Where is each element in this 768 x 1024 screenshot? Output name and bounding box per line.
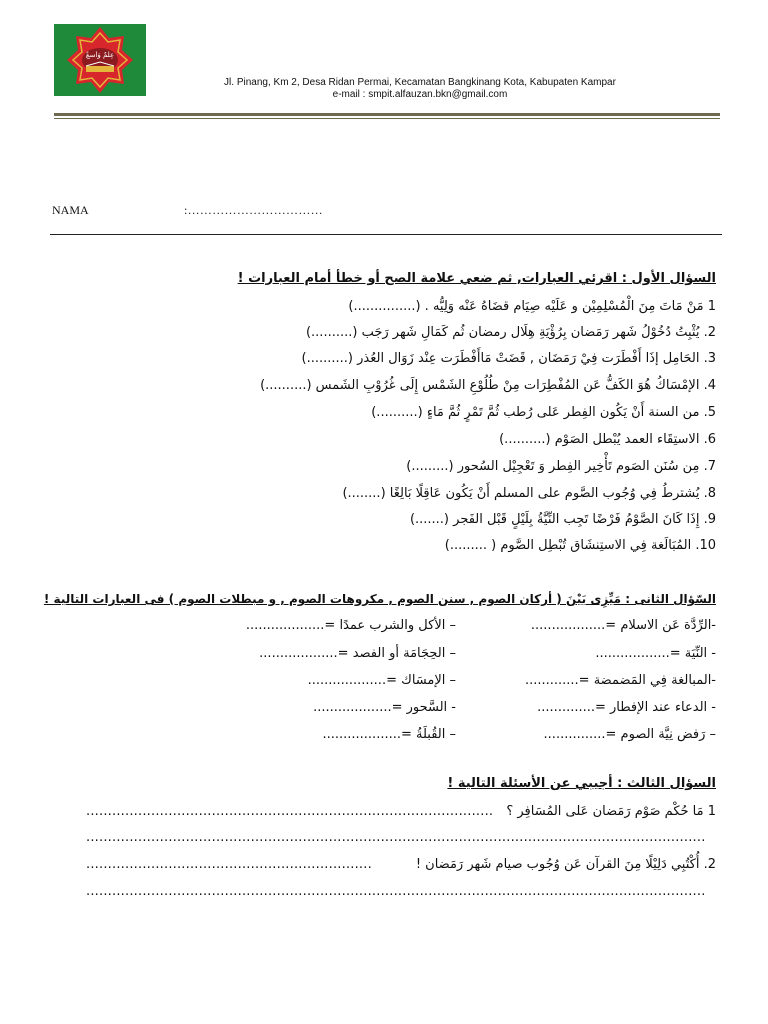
answer-line[interactable]: .............................................................................................. <box>86 804 494 819</box>
question-item: 5. من السنة أَنْ يَكُون الفِطر عَلى رُطب ثُمَّ تَمْرٍ ثُمَّ مَاءٍ (..........) <box>371 405 716 420</box>
classify-item: – رَفض نِيَّة الصوم =............... <box>543 727 716 742</box>
name-divider <box>50 234 722 235</box>
school-logo <box>54 24 146 96</box>
school-email: e-mail : smpit.alfauzan.bkn@gmail.com <box>332 89 508 100</box>
classify-item: – الأكل والشرب عمدًا =................... <box>245 618 456 633</box>
question-item: 3. الحَامِل إذَا أَفْطَرَت فِيْ رَمَضَان , قَضَتْ مَاأَفْطَرَت عِنْد زَوَال العُذر (..........) <box>301 351 716 366</box>
answer-line[interactable]: .................................................................. <box>86 857 372 872</box>
essay-question-2: 2. أُكْتُبِي دَلِيْلًا مِنَ القرآن عَن وُجُوب صيام شَهر رَمَضان ! <box>415 857 716 872</box>
classify-item: – الإمسَاك =................... <box>307 673 456 688</box>
school-address-block <box>150 77 690 101</box>
question-item: 9. إِذَا كَانَ الصَّوْمُ فَرْضًا تَجِب النِّيَّةُ بِلَيْلٍ قَبْل الفَجر (.......) <box>409 512 716 527</box>
essay-question-1: 1 مَا حُكْم صَوْم رَمَضان عَلى المُسَافِر ؟ <box>506 804 716 819</box>
question-item: 6. الاستِقَاء العمد يُبْطل الصَوْم (..........) <box>499 432 716 447</box>
header-rule-thin <box>54 118 720 119</box>
question-item: 4. الإمْسَاكُ هُوَ الكَفُّ عَن المُفْطِرَات مِنْ طُلُوْعِ الشَمْس إِلَى غُرُوْبِ الشَمس (..........) <box>260 378 716 393</box>
name-label: NAMA <box>52 203 89 217</box>
classify-item: – القُبلَةُ =................... <box>322 727 456 742</box>
classify-item: - النِّيَة =.................. <box>595 646 716 661</box>
classify-item: -المبالغة فِي المَضمضة =............. <box>524 673 716 688</box>
question-item: 10. المُبَالَغة فِي الاستِنشَاق تُبْطِل الصَّوم ( .........) <box>444 538 716 553</box>
classify-item: - الدعاء عند الإفطار =.............. <box>537 700 716 715</box>
question-item: 2. يُثْبِتُ دُخُوْلُ شَهر رَمَضان بِرُؤْيَةِ هِلَال رمضان ثُم كَمَالِ شَهر رَجَب (..........) <box>305 325 716 340</box>
question-item: 8. يُشترطُ فِي وُجُوب الصَّوم على المسلم أَنْ يَكُون عَاقِلًا بَالِغًا (........) <box>342 486 716 501</box>
logo-lettering: عِلمٌ وَاسعٌ <box>85 51 115 59</box>
classify-item: -الرِّدَّة عَن الاسلام =.................. <box>530 618 716 633</box>
name-field[interactable]: :…………………………… <box>184 203 323 217</box>
answer-line[interactable]: ............................................................................................................................................... <box>86 830 706 845</box>
question-item: 1 مَنْ مَاتَ مِنَ الْمُسْلِمِيْن و عَلَيْه صِيَام قضَاهُ عَنْه وَلِيُّه . (...............) <box>348 299 716 314</box>
classify-item: – الحِجَامَة أو الفصد =................... <box>259 646 456 661</box>
section2-title: السّؤال الثانى : مَيِّزِى بَيْنَ ( أركان الصوم , سنن الصوم , مكروهات الصوم , و مبطلات الصوم ) فى العبارات التالية ! <box>43 592 716 606</box>
question-item: 7. مِن سُنَن الصَوم تَأْخِير الفِطر وَ تَعْجِيْل السُحور (.........) <box>406 459 716 474</box>
school-address: Jl. Pinang, Km 2, Desa Ridan Permai, Kecamatan Bangkinang Kota, Kabupaten Kampar <box>224 77 616 88</box>
answer-line[interactable]: ............................................................................................................................................... <box>86 884 706 899</box>
section3-title: السؤال الثالث : أجيبي عن الأسئلة التالية ! <box>447 776 716 791</box>
header-rule-thick <box>54 113 720 116</box>
classify-item: - السَّحور =................... <box>313 700 456 715</box>
section1-title: السؤال الأول : اقرئي العبارات, ثم ضعي علامة الصح أو خطأ أمام العبارات ! <box>237 271 716 286</box>
